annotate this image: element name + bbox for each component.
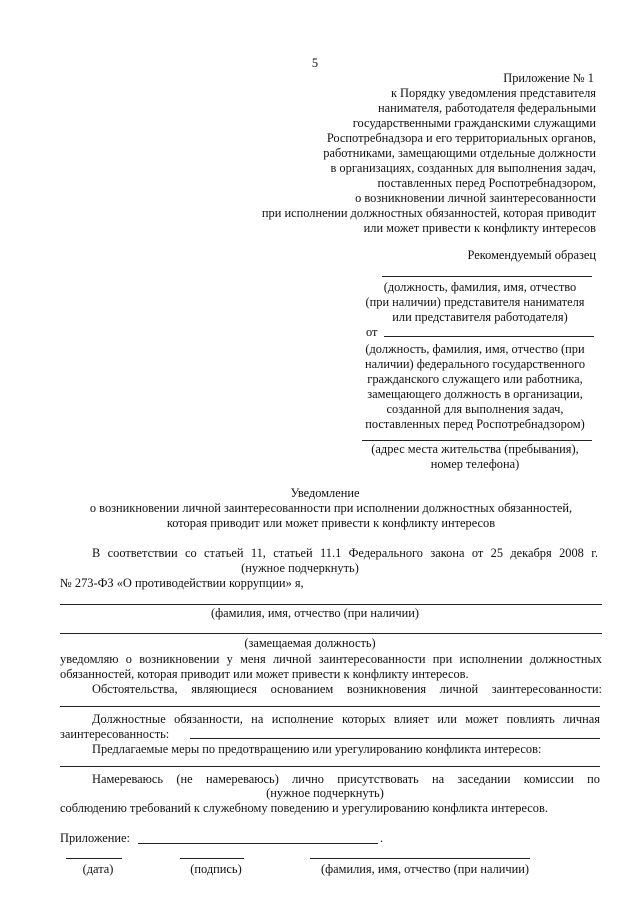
body-p1-line2: № 273-ФЗ «О противодействии коррупции» я,	[60, 576, 304, 590]
position-line	[60, 633, 602, 634]
appendix-title: Приложение № 1	[503, 71, 594, 85]
date-line	[66, 858, 122, 859]
from-label: от	[366, 325, 378, 339]
signature-fio-line	[310, 858, 530, 859]
from-hint-line: поставленных перед Роспотребнадзором)	[365, 417, 585, 431]
from-hint-line: гражданского служащего или работника,	[367, 372, 583, 386]
body-p6-line1: Намереваюсь (не намереваюсь) лично присутствовать на заседании комиссии по	[92, 772, 600, 786]
body-p2-line1: уведомляю о возникновении у меня личной заинтересованности при исполнении должностных	[60, 652, 602, 666]
body-p3: Обстоятельства, являющиеся основанием возникновения личной заинтересованности:	[92, 682, 602, 696]
header-line: работниками, замещающими отдельные должности	[323, 146, 596, 160]
underline-hint: (нужное подчеркнуть)	[266, 786, 384, 800]
body-p1-line1: В соответствии со статьей 11, статьей 11.1 Федерального закона от 25 декабря 2008 г.	[92, 546, 598, 560]
underline-hint: (нужное подчеркнуть)	[241, 561, 359, 575]
header-line: поставленных перед Роспотребнадзором,	[377, 176, 596, 190]
notice-subtitle-line: о возникновении личной заинтересованности при исполнении должностных обязанностей,	[89, 501, 573, 515]
fio-line	[60, 604, 602, 605]
body-p4-line1: Должностные обязанности, на исполнение которых влияет или может повлиять личная	[92, 712, 600, 726]
from-hint-line: замещающего должность в организации,	[367, 387, 583, 401]
fio-hint: (фамилия, имя, отчество (при наличии)	[210, 606, 419, 620]
from-line	[384, 336, 594, 337]
address-hint-line: номер телефона)	[430, 457, 520, 471]
attachment-end: .	[380, 831, 384, 845]
address-hint-line: (адрес места жительства (пребывания),	[371, 442, 579, 456]
from-hint-line: созданной для выполнения задач,	[386, 402, 564, 416]
body-p2-line2: обязанностей, которая приводит или может привести к конфликту интересов.	[60, 667, 469, 681]
attachment-label: Приложение:	[60, 831, 130, 845]
header-line: в организациях, созданных для выполнения задач,	[330, 161, 596, 175]
header-line: нанимателя, работодателя федеральными	[377, 101, 596, 115]
header-line: при исполнении должностных обязанностей, которая приводит	[261, 206, 596, 220]
addressee-hint-line: или представителя работодателя)	[392, 310, 568, 324]
body-p6-line2: соблюдению требований к служебному поведению и урегулированию конфликта интересов.	[60, 801, 548, 815]
header-line: о возникновении личной заинтересованности	[355, 191, 596, 205]
from-hint-line: наличии) федерального государственного	[364, 357, 586, 371]
body-p4-line2: заинтересованность:	[60, 727, 170, 741]
sample-label: Рекомендуемый образец	[467, 248, 596, 262]
date-hint: (дата)	[82, 862, 114, 876]
signature-fio-hint: (фамилия, имя, отчество (при наличии)	[320, 862, 529, 876]
header-line: Роспотребнадзора и его территориальных органов,	[326, 131, 596, 145]
body-p5: Предлагаемые меры по предотвращению или урегулированию конфликта интересов:	[92, 742, 542, 756]
addressee-line	[382, 276, 592, 277]
position-hint: (замещаемая должность)	[244, 636, 376, 650]
addressee-hint-line: (при наличии) представителя нанимателя	[365, 295, 585, 309]
sign-line	[180, 858, 244, 859]
header-line: государственными гражданскими служащими	[352, 116, 596, 130]
duties-line	[190, 738, 600, 739]
notice-subtitle-line: которая приводит или может привести к конфликту интересов	[166, 516, 496, 530]
measures-line	[60, 766, 600, 767]
addressee-hint-line: (должность, фамилия, имя, отчество	[383, 280, 577, 294]
from-hint-line: (должность, фамилия, имя, отчество (при	[365, 342, 585, 356]
header-line: к Порядку уведомления представителя	[390, 86, 596, 100]
notice-title: Уведомление	[290, 486, 360, 500]
circumstances-line	[60, 706, 600, 707]
header-line: или может привести к конфликту интересов	[363, 221, 596, 235]
sign-hint: (подпись)	[190, 862, 242, 876]
address-line	[362, 440, 592, 441]
attachment-line	[138, 843, 378, 844]
page-number: 5	[311, 56, 319, 70]
